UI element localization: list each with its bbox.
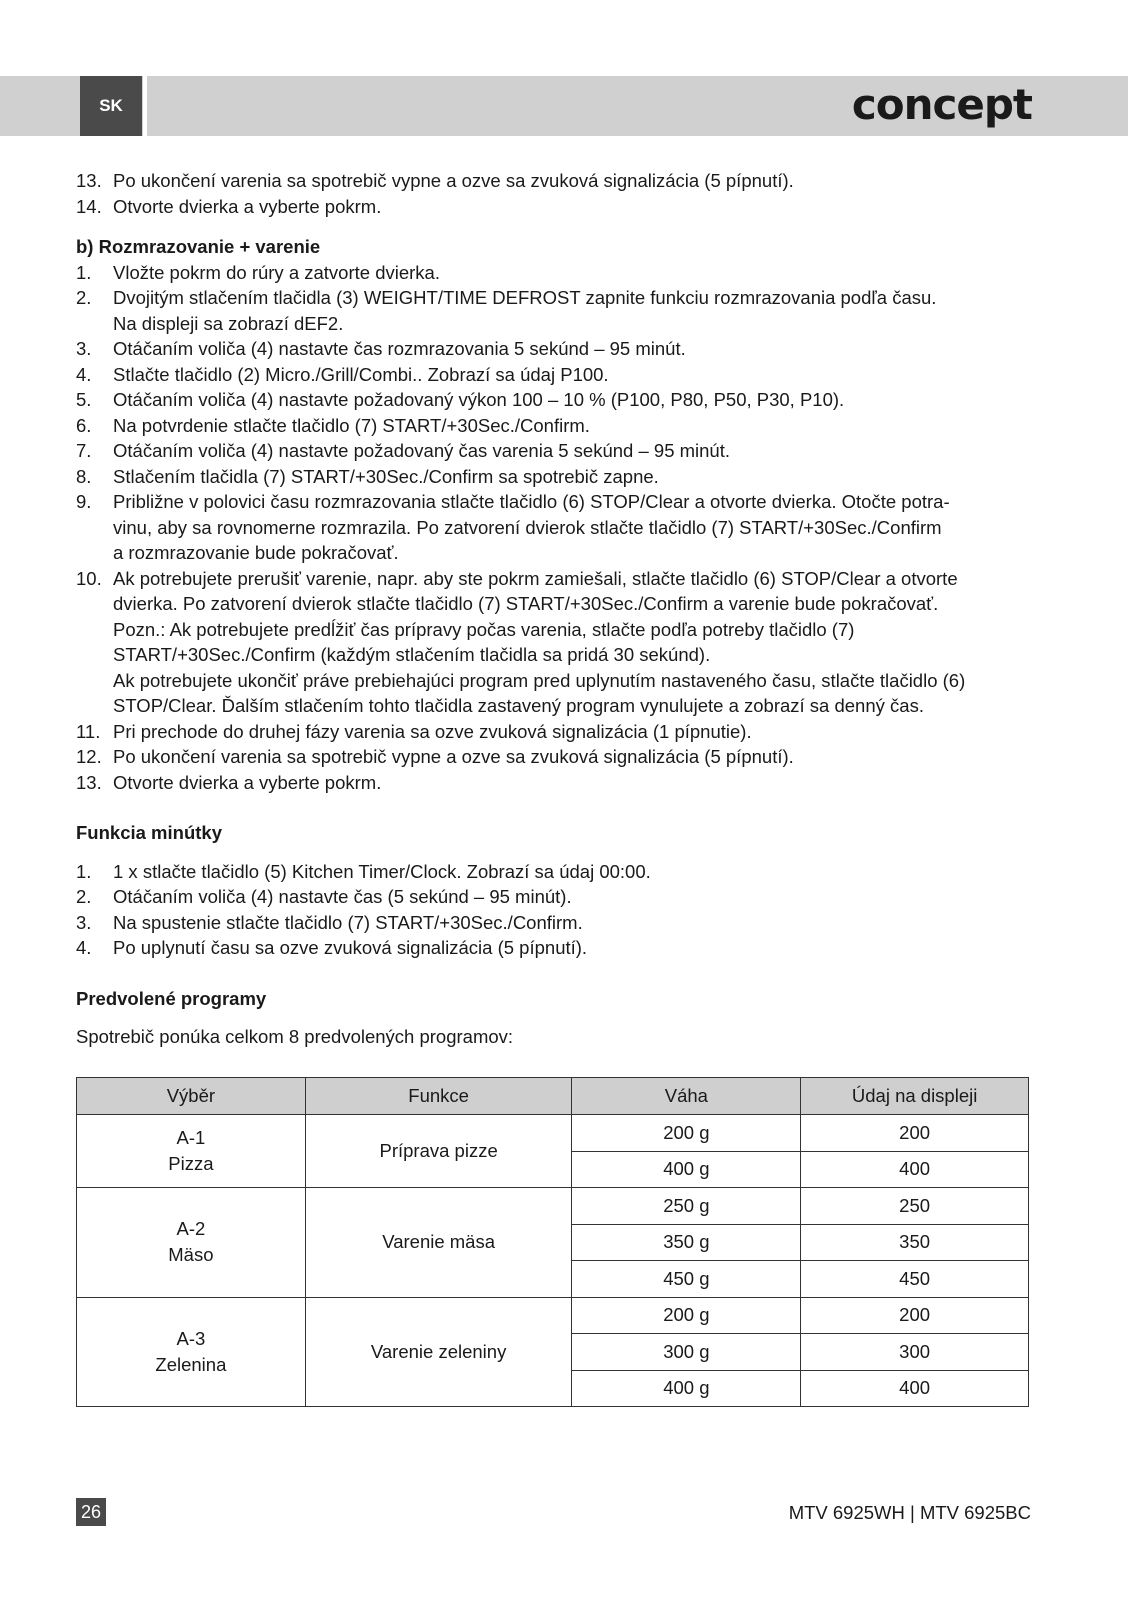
- item-line: Otáčaním voliča (4) nastavte čas rozmrazovania 5 sekúnd – 95 minút.: [113, 338, 686, 359]
- display-cell: 250: [801, 1188, 1029, 1225]
- program-function: Varenie zeleniny: [305, 1297, 572, 1407]
- header-divider: [143, 76, 147, 136]
- table-header-row: [77, 1078, 1029, 1115]
- list-item: [76, 489, 1056, 566]
- item-line: Stlačením tlačidla (7) START/+30Sec./Confirm sa spotrebič zapne.: [113, 465, 659, 487]
- list-item: [76, 168, 1056, 194]
- list-item: [76, 285, 1056, 336]
- weight-cell: 250 g: [572, 1188, 801, 1225]
- item-number: 4.: [76, 363, 92, 385]
- list-item: [76, 744, 1056, 770]
- item-number: 4.: [76, 937, 92, 958]
- page-number: 26: [76, 1498, 106, 1526]
- header-function: Funkce: [305, 1078, 572, 1115]
- display-cell: 200: [801, 1297, 1029, 1334]
- item-line: Ak potrebujete ukončiť práve prebiehajúci program pred uplynutím nastaveného času, stlačte tlačidlo (6): [113, 669, 966, 691]
- programs-table: [76, 1077, 1029, 1407]
- item-number: 6.: [76, 414, 92, 436]
- item-number: 10.: [76, 567, 102, 589]
- display-cell: 400: [801, 1151, 1029, 1188]
- section-heading-timer: Funkcia minútky: [76, 822, 222, 843]
- program-name: Mäso: [168, 1244, 214, 1266]
- display-cell: 200: [801, 1115, 1029, 1152]
- list-item: [76, 194, 1056, 220]
- program-selection-cell: [77, 1188, 306, 1298]
- table-row: [77, 1297, 1029, 1334]
- list-item: [76, 336, 1056, 362]
- list-item: [76, 566, 1056, 719]
- list-item: [76, 859, 1056, 885]
- language-badge: SK: [80, 76, 142, 136]
- weight-cell: 400 g: [572, 1370, 801, 1407]
- item-number: 1.: [76, 261, 92, 283]
- item-line: Otvorte dvierka a vyberte pokrm.: [113, 771, 382, 793]
- item-line: Otáčaním voliča (4) nastavte požadovaný čas varenia 5 sekúnd – 95 minút.: [113, 440, 731, 461]
- item-number: 9.: [76, 491, 92, 512]
- item-text: Otvorte dvierka a vyberte pokrm.: [113, 195, 382, 217]
- item-text: Na spustenie stlačte tlačidlo (7) START/+30Sec./Confirm.: [113, 911, 583, 933]
- item-line: Stlačte tlačidlo (2) Micro./Grill/Combi.. Zobrazí sa údaj P100.: [113, 363, 609, 385]
- list-item: [76, 935, 1056, 961]
- item-line: Pozn.: Ak potrebujete predĺžiť čas prípravy počas varenia, stlačte podľa potreby tlačidlo (7): [113, 618, 855, 640]
- item-line: Približne v polovici času rozmrazovania stlačte tlačidlo (6) STOP/Clear a otvorte dvierka. Otočte potra-: [113, 491, 950, 512]
- weight-cell: 450 g: [572, 1261, 801, 1298]
- item-number: 14.: [76, 195, 102, 217]
- program-function: Varenie mäsa: [305, 1188, 572, 1298]
- item-number: 11.: [76, 720, 101, 742]
- item-line: a rozmrazovanie bude pokračovať.: [113, 542, 399, 563]
- item-number: 3.: [76, 338, 92, 359]
- item-line: Pri prechode do druhej fázy varenia sa ozve zvuková signalizácia (1 pípnutie).: [113, 720, 752, 742]
- display-cell: 450: [801, 1261, 1029, 1298]
- program-name: Zelenina: [155, 1353, 227, 1375]
- item-line: Po ukončení varenia sa spotrebič vypne a ozve sa zvuková signalizácia (5 pípnutí).: [113, 746, 794, 767]
- program-selection-cell: [77, 1115, 306, 1188]
- program-code: A-1: [176, 1127, 206, 1148]
- list-item: [76, 438, 1056, 464]
- item-number: 1.: [76, 860, 92, 882]
- item-line: dvierka. Po zatvorení dvierok stlačte tlačidlo (7) START/+30Sec./Confirm a varenie bude pokračovať.: [113, 593, 939, 614]
- display-cell: 300: [801, 1334, 1029, 1371]
- list-item: [76, 387, 1056, 413]
- item-line: Na displeji sa zobrazí dEF2.: [113, 312, 344, 334]
- header-weight: Váha: [572, 1078, 801, 1115]
- item-text: Po uplynutí času sa ozve zvuková signalizácia (5 pípnutí).: [113, 937, 588, 958]
- weight-cell: 350 g: [572, 1224, 801, 1261]
- weight-cell: 300 g: [572, 1334, 801, 1371]
- item-number: 2.: [76, 886, 92, 907]
- item-number: 13.: [76, 170, 102, 191]
- table-row: [77, 1188, 1029, 1225]
- programs-intro: Spotrebič ponúka celkom 8 predvolených programov:: [76, 1026, 514, 1047]
- item-text: Po ukončení varenia sa spotrebič vypne a ozve sa zvuková signalizácia (5 pípnutí).: [113, 170, 794, 191]
- item-number: 7.: [76, 440, 92, 461]
- section-heading-defrost-cook: b) Rozmrazovanie + varenie: [76, 236, 321, 257]
- list-item: [76, 260, 1056, 286]
- header-display: Údaj na displeji: [801, 1078, 1029, 1115]
- item-number: 2.: [76, 287, 92, 308]
- item-line: Dvojitým stlačením tlačidla (3) WEIGHT/TIME DEFROST zapnite funkciu rozmrazovania podľa času.: [113, 287, 937, 308]
- item-line: Otáčaním voliča (4) nastavte požadovaný výkon 100 – 10 % (P100, P80, P50, P30, P10).: [113, 389, 845, 410]
- item-line: Vložte pokrm do rúry a zatvorte dvierka.: [113, 261, 440, 283]
- item-line: Na potvrdenie stlačte tlačidlo (7) START/+30Sec./Confirm.: [113, 414, 590, 436]
- item-line: Ak potrebujete prerušiť varenie, napr. aby ste pokrm zamiešali, stlačte tlačidlo (6) STOP/Clear a otvorte: [113, 567, 958, 589]
- model-numbers: MTV 6925WH | MTV 6925BC: [788, 1502, 1031, 1523]
- program-name: Pizza: [168, 1153, 214, 1174]
- program-code: A-3: [176, 1327, 206, 1349]
- item-number: 12.: [76, 746, 102, 767]
- list-item: [76, 413, 1056, 439]
- list-item: [76, 719, 1056, 745]
- section-heading-programs: Predvolené programy: [76, 987, 267, 1009]
- display-cell: 400: [801, 1370, 1029, 1407]
- item-number: 5.: [76, 389, 92, 410]
- item-number: 13.: [76, 771, 102, 793]
- weight-cell: 200 g: [572, 1115, 801, 1152]
- list-item: [76, 362, 1056, 388]
- display-cell: 350: [801, 1224, 1029, 1261]
- list-item: [76, 884, 1056, 910]
- program-function: Príprava pizze: [305, 1115, 572, 1188]
- item-line: START/+30Sec./Confirm (každým stlačením tlačidla sa pridá 30 sekúnd).: [113, 644, 711, 665]
- list-item: [76, 770, 1056, 796]
- weight-cell: 400 g: [572, 1151, 801, 1188]
- item-line: vinu, aby sa rovnomerne rozmrazila. Po zatvorení dvierok stlačte tlačidlo (7) START/+30Sec./Confirm: [113, 516, 942, 538]
- program-selection-cell: [77, 1297, 306, 1407]
- item-text: 1 x stlačte tlačidlo (5) Kitchen Timer/Clock. Zobrazí sa údaj 00:00.: [113, 860, 651, 882]
- brand-logo: concept: [851, 80, 1032, 129]
- item-line: STOP/Clear. Ďalším stlačením tohto tlačidla zastavený program vynulujete a zobrazí sa denný čas.: [113, 695, 924, 716]
- item-text: Otáčaním voliča (4) nastavte čas (5 sekúnd – 95 minút).: [113, 886, 572, 907]
- program-code: A-2: [176, 1218, 206, 1240]
- table-row: [77, 1115, 1029, 1152]
- item-number: 8.: [76, 465, 92, 487]
- list-item: [76, 910, 1056, 936]
- page-content: [76, 168, 1056, 1050]
- weight-cell: 200 g: [572, 1297, 801, 1334]
- list-item: [76, 464, 1056, 490]
- header-selection: Výběr: [77, 1078, 306, 1115]
- item-number: 3.: [76, 911, 92, 933]
